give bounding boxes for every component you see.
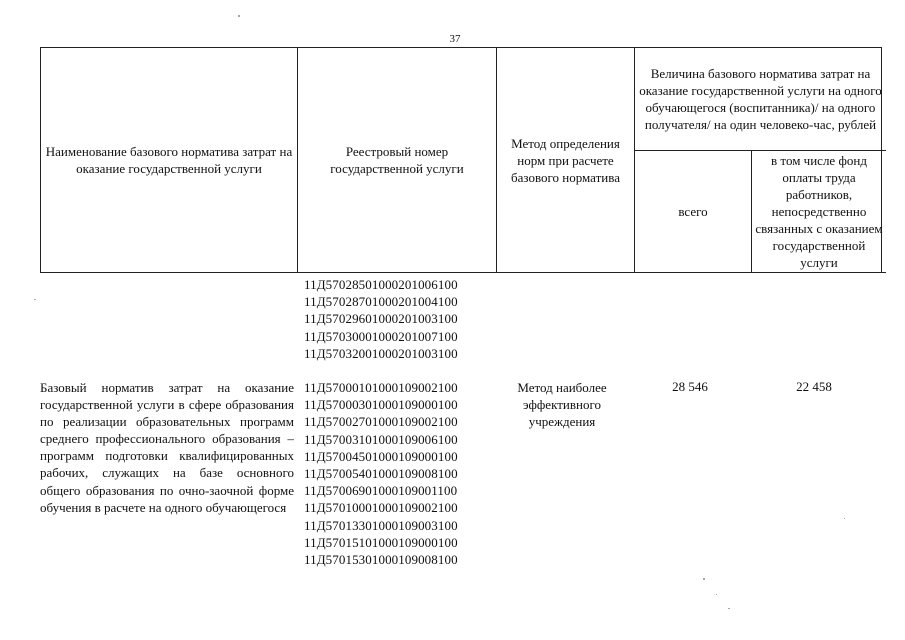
method-value: Метод наиболее эффективного учреждения	[517, 380, 607, 430]
header-name-column: Наименование базового норматива затрат на оказание государственной услуги	[41, 48, 298, 273]
registry-code: 11Д57005401000109008100	[304, 466, 458, 482]
scan-speck	[703, 578, 705, 580]
header-value-column: Величина базового норматива затрат на оказание государственной услуги на одного обучающегося (воспитанника)/ на одного получателя/ на один человеко-час, рублей	[635, 48, 886, 151]
registry-code: 11Д57006901000109001100	[304, 483, 458, 499]
page-number: 37	[449, 33, 461, 45]
header-method-column: Метод определения норм при расчете базового норматива	[497, 48, 635, 273]
registry-code: 11Д57010001000109002100	[304, 500, 458, 516]
registry-code: 11Д57002701000109002100	[304, 414, 458, 430]
header-total-column: всего	[635, 151, 752, 273]
registry-code: 11Д57028501000201006100	[304, 277, 458, 292]
norm-name: Базовый норматив затрат на оказание государственной услуги в сфере образования по реализации образовательных программ среднего профессионального образования – программ подготовки квалифицированных рабочих, служащих на базе основного общего образования по очно-заочной форме обучения в расчете на одного обучающегося	[40, 380, 294, 515]
total-value: 28 546	[672, 379, 708, 394]
registry-code: 11Д57015101000109000100	[304, 534, 458, 550]
registry-code: 11Д57015301000109008100	[304, 552, 458, 568]
registry-code: 11Д57000301000109000100	[304, 397, 458, 413]
registry-code: 11Д57000101000109002100	[304, 380, 458, 395]
registry-code: 11Д57004501000109000100	[304, 448, 458, 464]
scan-speck	[844, 518, 845, 519]
scan-speck	[728, 608, 730, 609]
registry-code: 11Д57029601000201003100	[304, 311, 458, 327]
registry-code: 11Д57013301000109003100	[304, 517, 458, 533]
scan-speck	[34, 299, 36, 300]
registry-code: 11Д57030001000201007100	[304, 328, 458, 344]
header-registry-column: Реестровый номер государственной услуги	[298, 48, 497, 273]
scan-speck	[716, 594, 717, 595]
scan-speck	[238, 15, 240, 17]
incl-value: 22 458	[796, 379, 832, 394]
header-incl-column: в том числе фонд оплаты труда работников, непосредственно связанных с оказанием государственной услуги	[752, 151, 886, 273]
row-codes-list	[304, 379, 458, 568]
registry-code: 11Д57028701000201004100	[304, 294, 458, 310]
registry-code: 11Д57032001000201003100	[304, 345, 458, 361]
registry-code: 11Д57003101000109006100	[304, 431, 458, 447]
continued-codes-list	[304, 276, 458, 362]
table-header	[40, 47, 882, 273]
